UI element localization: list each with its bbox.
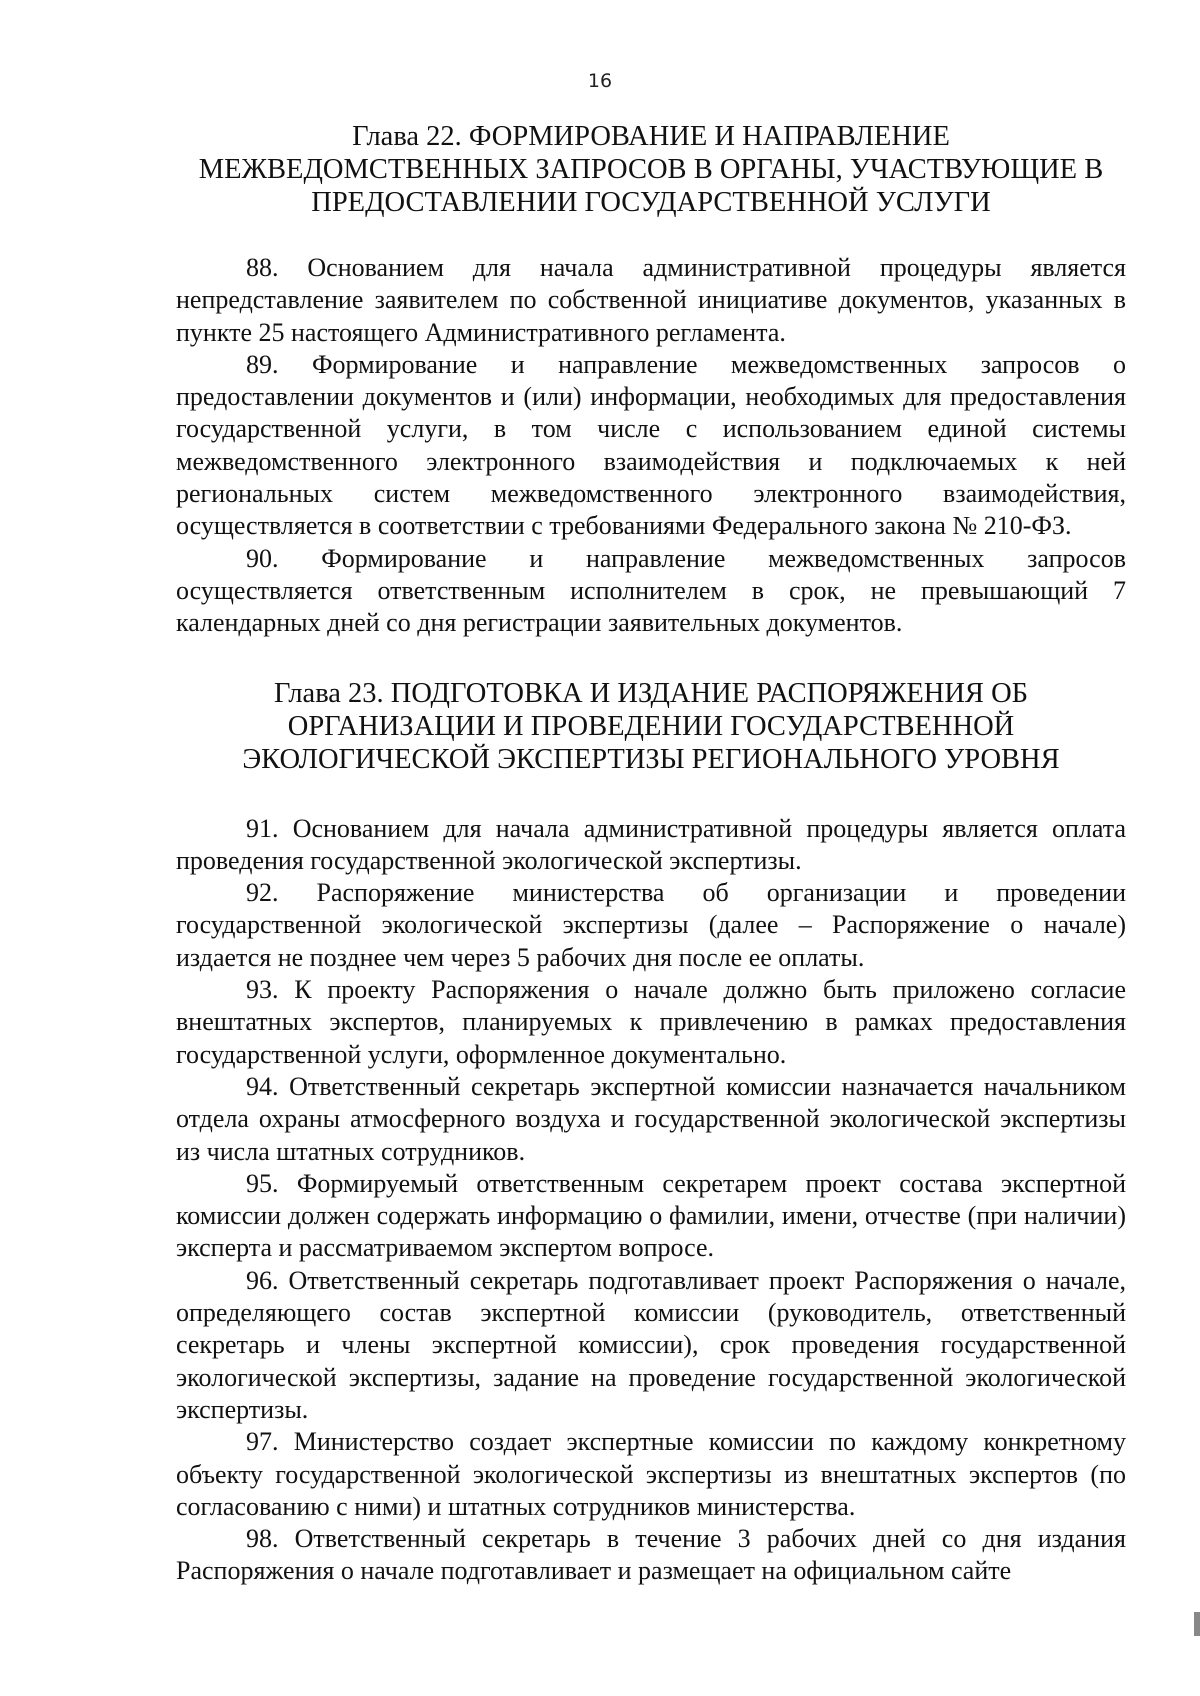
- chapter-title-line: ОРГАНИЗАЦИИ И ПРОВЕДЕНИИ ГОСУДАРСТВЕННОЙ: [287, 710, 1015, 742]
- paragraph-88: 88. Основанием для начала административной процедуры является непредставление заявителем по собственной инициативе документов, указанных в пункте 25 настоящего Административного регламента.: [176, 253, 1126, 347]
- page-number: 16: [587, 70, 613, 92]
- paragraph-95: 95. Формируемый ответственным секретарем проект состава экспертной комиссии должен содержать информацию о фамилии, имени, отчестве (при наличии) эксперта и рассматриваемом экспертом вопросе.: [176, 1168, 1126, 1263]
- paragraph-93: 93. К проекту Распоряжения о начале должно быть приложено согласие внештатных экспертов, планируемых к привлечению в рамках предоставления государственной услуги, оформленное документально.: [176, 975, 1126, 1069]
- scan-edge-mark-icon: [1194, 1612, 1200, 1636]
- chapter-23-title: [176, 677, 1126, 776]
- chapter-title-line: Глава 23. ПОДГОТОВКА И ИЗДАНИЕ РАСПОРЯЖЕНИЯ ОБ: [273, 677, 1029, 709]
- chapter-title-line: ЭКОЛОГИЧЕСКОЙ ЭКСПЕРТИЗЫ РЕГИОНАЛЬНОГО УРОВНЯ: [242, 743, 1060, 775]
- paragraph-91: 91. Основанием для начала административной процедуры является оплата проведения государственной экологической экспертизы.: [176, 813, 1126, 875]
- chapter-22-title: [176, 120, 1126, 219]
- chapter-title-line: ПРЕДОСТАВЛЕНИИ ГОСУДАРСТВЕННОЙ УСЛУГИ: [311, 187, 991, 218]
- chapter-title-line: МЕЖВЕДОМСТВЕННЫХ ЗАПРОСОВ В ОРГАНЫ, УЧАСТВУЮЩИЕ В: [198, 154, 1104, 185]
- paragraph-89: 89. Формирование и направление межведомственных запросов о предоставлении документов и (или) информации, необходимых для предоставления государственной услуги, в том числе с использованием единой системы межведомственного электронного взаимодействия и подключаемых к ней региональных систем межведомственного электронного взаимодействия, осуществляется в соответствии с требованиями Федерального закона № 210-ФЗ.: [176, 349, 1126, 541]
- paragraph-98: 98. Ответственный секретарь в течение 3 рабочих дней со дня издания Распоряжения о начале подготавливает и размещает на официальном сайте: [176, 1524, 1126, 1586]
- paragraph-94: 94. Ответственный секретарь экспертной комиссии назначается начальником отдела охраны атмосферного воздуха и государственной экологической экспертизы из числа штатных сотрудников.: [176, 1071, 1126, 1166]
- paragraph-97: 97. Министерство создает экспертные комиссии по каждому конкретному объекту государственной экологической экспертизы из внештатных экспертов (по согласованию с ними) и штатных сотрудников министерства.: [176, 1427, 1126, 1521]
- paragraph-92: 92. Распоряжение министерства об организации и проведении государственной экологической экспертизы (далее – Распоряжение о начале) издается не позднее чем через 5 рабочих дня после ее оплаты.: [176, 878, 1126, 972]
- paragraph-96: 96. Ответственный секретарь подготавливает проект Распоряжения о начале, определяющего состав экспертной комиссии (руководитель, ответственный секретарь и члены экспертной комиссии), срок проведения государственной экологической экспертизы, задание на проведение государственной экологической экспертизы.: [176, 1265, 1126, 1424]
- document-body: [176, 120, 1126, 1588]
- paragraph-90: 90. Формирование и направление межведомственных запросов осуществляется ответственным исполнителем в срок, не превышающий 7 календарных дней со дня регистрации заявительных документов.: [176, 543, 1126, 638]
- chapter-title-line: Глава 22. ФОРМИРОВАНИЕ И НАПРАВЛЕНИЕ: [352, 121, 950, 152]
